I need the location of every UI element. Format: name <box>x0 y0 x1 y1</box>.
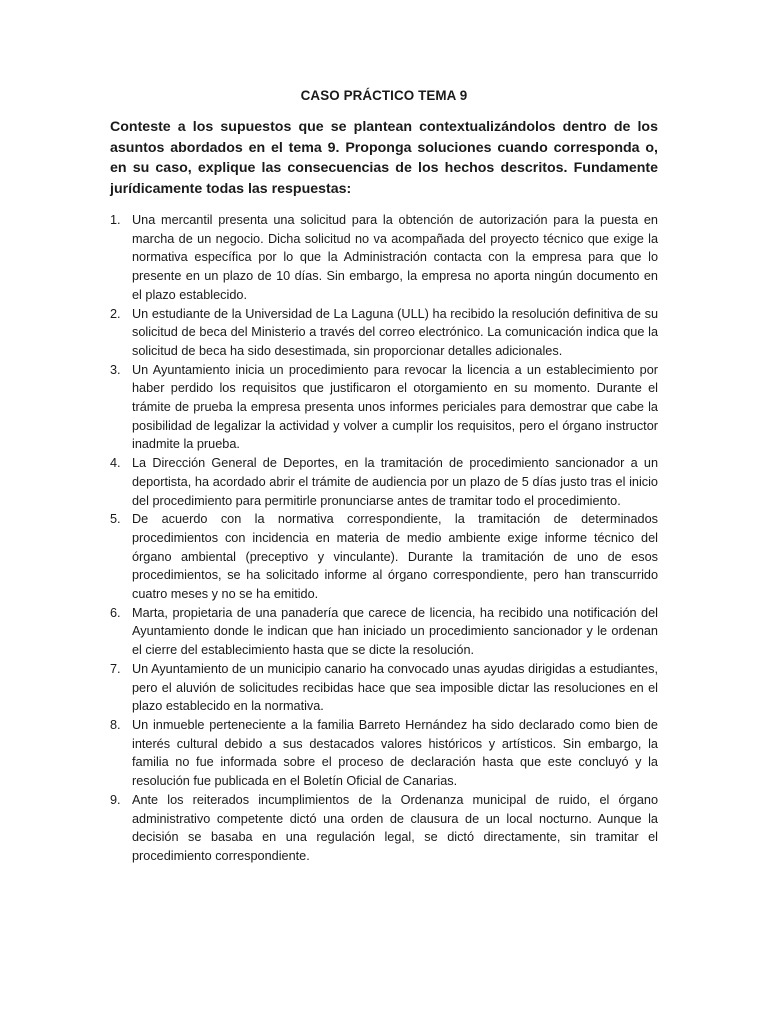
case-text: Un Ayuntamiento de un municipio canario ha convocado unas ayudas dirigidas a estudiantes, pero el aluvión de solicitudes recibidas hace que sea imposible dictar las resoluciones en el plazo establecido en la normativa. <box>132 661 658 714</box>
case-item-9 <box>110 791 658 866</box>
instructions-paragraph: Conteste a los supuestos que se plantean contextualizándolos dentro de los asuntos abordados en el tema 9. Proponga soluciones cuando corresponda o, en su caso, explique las consecuencias de los hechos descritos. Fundamente jurídicamente todas las respuestas: <box>110 119 658 197</box>
case-number: 4. <box>110 456 121 471</box>
document-title: CASO PRÁCTICO TEMA 9 <box>300 88 468 103</box>
case-item-1 <box>110 211 658 305</box>
case-text: De acuerdo con la normativa correspondiente, la tramitación de determinados procedimientos con incidencia en materia de medio ambiente exige informe técnico del órgano ambiental (preceptivo y vinculante). Durante la tramitación de uno de esos procedimientos, se ha solicitado informe al órgano correspondiente, pero han transcurrido cuatro meses y no se ha emitido. <box>132 512 658 602</box>
case-number: 1. <box>110 213 121 227</box>
case-number: 5. <box>110 512 121 527</box>
document-page <box>110 88 658 866</box>
case-number: 8. <box>110 717 121 732</box>
case-text: Un inmueble perteneciente a la familia Barreto Hernández ha sido declarado como bien de interés cultural debido a sus destacados valores históricos y artísticos. Sin embargo, la familia no fue informada sobre el proceso de declaración hasta que este concluyó y la resolución fue publicada en el Boletín Oficial de Canarias. <box>132 717 658 789</box>
case-item-5 <box>110 510 658 604</box>
case-item-3 <box>110 361 658 455</box>
case-text: Una mercantil presenta una solicitud para la obtención de autorización para la puesta en marcha de un negocio. Dicha solicitud no va acompañada del proyecto técnico que exige la normativa específica por lo que la Administración contacta con la empresa para que lo presente en un plazo de 10 días. Sin embargo, la empresa no aporta ningún documento en el plazo establecido. <box>132 213 658 302</box>
case-text: La Dirección General de Deportes, en la tramitación de procedimiento sancionador a un deportista, ha acordado abrir el trámite de audiencia por un plazo de 5 días justo tras el inicio del procedimiento para permitirle pronunciarse antes de tramitar todo el procedimiento. <box>132 456 658 508</box>
case-number: 3. <box>110 362 121 377</box>
case-item-4 <box>110 454 658 510</box>
case-text: Un Ayuntamiento inicia un procedimiento para revocar la licencia a un establecimiento por haber perdido los requisitos que justificaron el otorgamiento en su momento. Durante el trámite de prueba la empresa presenta unos informes periciales para demostrar que cabe la posibilidad de legalizar la actividad y volver a cumplir los requisitos, pero el órgano instructor inadmite la prueba. <box>132 362 658 452</box>
case-number: 7. <box>110 661 121 676</box>
case-text: Un estudiante de la Universidad de La Laguna (ULL) ha recibido la resolución definitiva de su solicitud de beca del Ministerio a través del correo electrónico. La comunicación indica que la solicitud de beca ha sido desestimada, sin proporcionar detalles adicionales. <box>132 306 658 358</box>
case-item-6 <box>110 604 658 660</box>
case-text: Ante los reiterados incumplimientos de la Ordenanza municipal de ruido, el órgano administrativo competente dictó una orden de clausura de un local nocturno. Aunque la decisión se basaba en una regulación legal, se dictó directamente, sin tramitar el procedimiento correspondiente. <box>132 792 658 863</box>
case-text: Marta, propietaria de una panadería que carece de licencia, ha recibido una notificación del Ayuntamiento donde le indican que han iniciado un procedimiento sancionador y le ordenan el cierre del establecimiento hasta que se dicte la resolución. <box>132 605 658 658</box>
case-item-7 <box>110 660 658 716</box>
case-number: 6. <box>110 605 121 620</box>
case-item-2 <box>110 305 658 361</box>
case-list <box>110 211 658 866</box>
case-number: 2. <box>110 306 121 321</box>
case-item-8 <box>110 716 658 791</box>
case-number: 9. <box>110 792 121 807</box>
